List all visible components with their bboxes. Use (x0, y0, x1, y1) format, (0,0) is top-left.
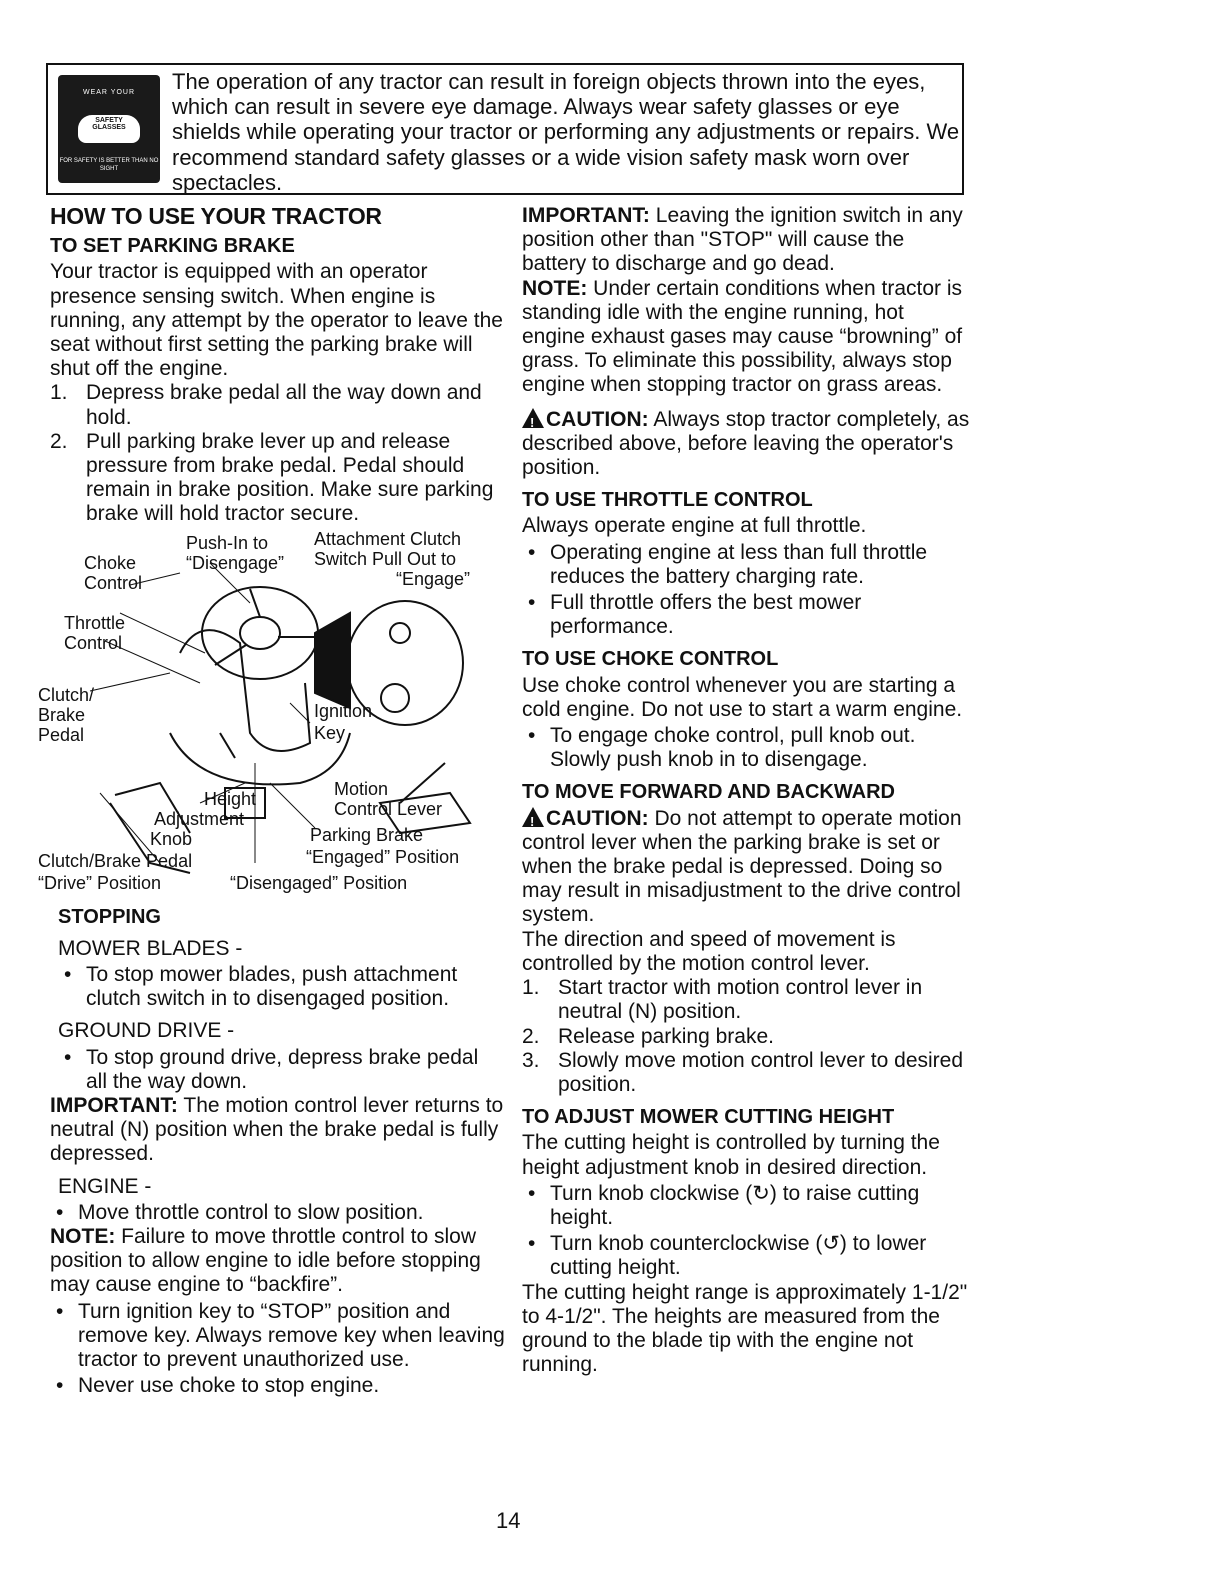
list-item: 2. Release parking brake. (522, 1024, 774, 1048)
disengaged-position-label: “Disengaged” Position (230, 872, 408, 893)
attachment-clutch-label: Attachment Clutch (314, 528, 462, 549)
cutting-height-heading: TO ADJUST MOWER CUTTING HEIGHT (522, 1106, 895, 1129)
choke-control-label: Control (84, 572, 143, 593)
list-item: • Turn knob clockwise (↻) to raise cutting height. (528, 1181, 920, 1229)
engine-note: NOTE: Failure to move throttle control to slow position to allow engine to idle before stopping may cause engine to “backfire”. (50, 1225, 481, 1297)
throttle-label: Throttle (64, 612, 126, 633)
push-in-label: Push-In to (186, 532, 269, 553)
adjustment-label: Adjustment (154, 808, 245, 829)
move-text: The direction and speed of movement is controlled by the motion control lever. (522, 927, 896, 975)
stopping-heading: STOPPING (58, 905, 161, 928)
ignition-label: Ignition (314, 700, 373, 721)
safety-glasses-icon: WEAR YOUR SAFETY GLASSES FOR SAFETY IS BETTER THAN NO SIGHT (58, 75, 160, 183)
ignition-important: IMPORTANT: Leaving the ignition switch in any position other than "STOP" will cause the battery to discharge and go dead. (522, 204, 963, 276)
stopping-section (50, 905, 505, 1094)
knob-label: Knob (150, 828, 193, 849)
left-column (38, 203, 505, 1399)
drive-position-label: “Drive” Position (38, 872, 162, 893)
list-item: • Turn ignition key to “STOP” position and remove key. Always remove key when leaving tractor to prevent unauthorized use. (56, 1299, 505, 1372)
throttle-heading: TO USE THROTTLE CONTROL (522, 489, 813, 512)
stop-caution: !CAUTION: Always stop tractor completely, as described above, before leaving the operator's position. (522, 408, 972, 481)
right-column (522, 204, 972, 1377)
list-item: • To stop mower blades, push attachment clutch switch in to disengaged position. (64, 963, 458, 1011)
choke-label: Choke (84, 552, 137, 573)
cutting-height-range: The cutting height range is approximately 1-1/2" to 4-1/2". The heights are measured from the ground to the blade tip with the engine not running. (522, 1280, 968, 1377)
ground-drive-subheading: GROUND DRIVE - (58, 1019, 235, 1043)
list-item: • Turn knob counterclockwise (↺) to lower cutting height. (528, 1232, 927, 1280)
tractor-controls-diagram (38, 528, 505, 905)
mower-blades-subheading: MOWER BLADES - (58, 936, 243, 960)
parking-brake-steps (50, 381, 505, 526)
disengage-label: “Disengage” (186, 552, 285, 573)
engine-subheading: ENGINE - (58, 1174, 152, 1198)
clutch-label: Clutch/ (38, 684, 95, 705)
caution-triangle-icon (522, 807, 544, 827)
move-heading: TO MOVE FORWARD AND BACKWARD (522, 781, 895, 804)
list-item: • Full throttle offers the best mower performance. (528, 591, 862, 639)
list-item: 2. Pull parking brake lever up and release pressure from brake pedal. Pedal should remain in brake position. Make sure parking brake will hold tractor secure. (50, 429, 494, 526)
list-item: • To engage choke control, pull knob out. Slowly push knob in to disengage. (528, 724, 916, 772)
list-item: 1. Depress brake pedal all the way down and hold. (50, 381, 482, 429)
move-caution: !CAUTION: Do not attempt to operate motion control lever when the parking brake is set or when the brake pedal is depressed. Doing so may result in misadjustment to the drive control system. (522, 807, 972, 928)
choke-heading: TO USE CHOKE CONTROL (522, 648, 779, 671)
page-title: HOW TO USE YOUR TRACTOR (50, 203, 382, 229)
parking-brake-label: Parking Brake (310, 824, 424, 845)
engage-label: “Engage” (396, 568, 471, 589)
warning-text: The operation of any tractor can result in foreign objects thrown into the eyes, which can result in severe eye damage. Always wear safety glasses or eye shields while operating your tractor or performing any adjustments or repairs. We recommend standard safety glasses or a wide vision safety mask worn over spectacles. (172, 69, 960, 195)
important-note: IMPORTANT: The motion control lever returns to neutral (N) position when the brake pedal is fully depressed. (50, 1094, 504, 1166)
list-item: • Operating engine at less than full throttle reduces the battery charging rate. (528, 540, 928, 588)
parking-brake-intro: Your tractor is equipped with an operator presence sensing switch. When engine is running, any attempt by the operator to leave the seat without first setting the parking brake will shut off the engine. (50, 260, 503, 381)
list-item: 1. Start tractor with motion control lever in neutral (N) position. (522, 976, 923, 1024)
caution-triangle-icon (522, 408, 544, 428)
list-item: 3. Slowly move motion control lever to desired position. (522, 1048, 964, 1096)
brake-label: Brake (38, 704, 86, 725)
throttle-control-label: Control (64, 632, 123, 653)
control-lever-label: Control Lever (334, 798, 443, 819)
list-item: • To stop ground drive, depress brake pedal all the way down. (64, 1045, 479, 1093)
list-item: • Move throttle control to slow position. (56, 1200, 424, 1224)
engaged-position-label: “Engaged” Position (306, 846, 460, 867)
list-item: • Never use choke to stop engine. (56, 1374, 380, 1398)
page-number: 14 (496, 1508, 521, 1533)
choke-intro: Use choke control whenever you are starting a cold engine. Do not use to start a warm engine. (522, 673, 963, 721)
key-label: Key (314, 722, 346, 743)
exhaust-note: NOTE: Under certain conditions when tractor is standing idle with the engine running, hot engine exhaust gases may cause “browning” of grass. To eliminate this possibility, always stop engine when stopping tractor on grass areas. (522, 276, 963, 397)
pedal-label: Pedal (38, 724, 85, 745)
clutch-brake-pedal-label: Clutch/Brake Pedal (38, 850, 193, 871)
switch-pull-out-label: Switch Pull Out to (314, 548, 457, 569)
parking-brake-heading: TO SET PARKING BRAKE (50, 235, 295, 258)
cutting-height-intro: The cutting height is controlled by turning the height adjustment knob in desired direction. (522, 1131, 940, 1179)
height-label: Height (204, 788, 257, 809)
motion-label: Motion (334, 778, 389, 799)
safety-warning-box (46, 63, 964, 195)
throttle-intro: Always operate engine at full throttle. (522, 514, 867, 538)
